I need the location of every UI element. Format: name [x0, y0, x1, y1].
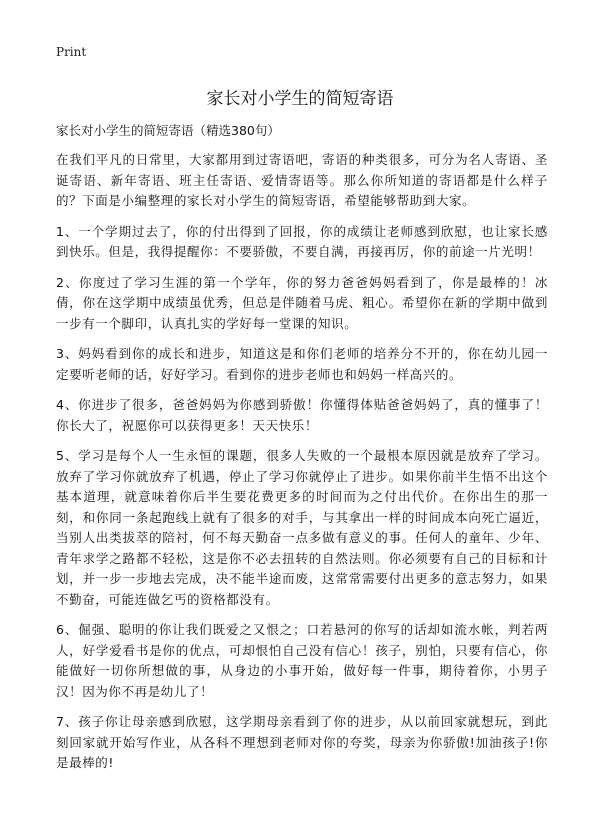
- document-body: [56, 150, 548, 784]
- document-subtitle: 家长对小学生的简短寄语（精选380句）: [56, 123, 280, 138]
- print-link[interactable]: Print: [56, 45, 87, 59]
- message-paragraph-4: 4、你进步了很多，爸爸妈妈为你感到骄傲！你懂得体贴爸爸妈妈了，真的懂事了！你长大了，祝愿你可以获得更多！天天快乐！: [56, 397, 548, 433]
- intro-paragraph: 在我们平凡的日常里，大家都用到过寄语吧，寄语的种类很多，可分为名人寄语、圣诞寄语、新年寄语、班主任寄语、爱情寄语等。那么你所知道的寄语都是什么样子的？下面是小编整理的家长对小学生的简短寄语，希望能够帮助到大家。: [56, 152, 548, 208]
- message-paragraph-3: 3、妈妈看到你的成长和进步，知道这是和你们老师的培养分不开的，你在幼儿园一定要听老师的话，好好学习。看到你的进步老师也和妈妈一样高兴的。: [56, 346, 548, 382]
- document-title: 家长对小学生的简短寄语: [206, 89, 394, 109]
- message-paragraph-5: 5、学习是每个人一生永恒的课题，很多人失败的一个最根本原因就是放弃了学习。放弃了学习你就放弃了机遇，停止了学习你就停止了进步。如果你前半生悟不出这个基本道理，就意味着你后半生要花费更多的时间而为之付出代价。在你出生的那一刻，和你同一条起跑线上就有了很多的对手，与其拿出一样的时间成本向死亡逼近，当别人出类拔萃的陪衬，何不每天勤奋一点多做有意义的事。任何人的童年、少年、青年求学之路都不轻松，这是你不必去扭转的自然法则。你必须要有自己的目标和计划，并一步一步地去完成，决不能半途而废，这常常需要付出更多的意志努力，如果不勤奋，可能连做乞丐的资格都没有。: [56, 448, 548, 607]
- message-paragraph-7: 7、孩子你让母亲感到欣慰，这学期母亲看到了你的进步，从以前回家就想玩，到此刻回家就开始写作业，从各科不理想到老师对你的夸奖，母亲为你骄傲!加油孩子!你是最棒的!: [56, 714, 548, 770]
- message-paragraph-2: 2、你度过了学习生涯的第一个学年，你的努力爸爸妈妈看到了，你是最棒的！冰倩，你在这学期中成绩虽优秀，但总是伴随着马虎、粗心。希望你在新的学期中做到一步有一个脚印，认真扎实的学好每一堂课的知识。: [56, 274, 548, 331]
- message-paragraph-1: 1、一个学期过去了，你的付出得到了回报，你的成绩让老师感到欣慰，也让家长感到快乐。但是，我得提醒你：不要骄傲，不要自满，再接再厉，你的前途一片光明！: [56, 223, 548, 259]
- message-paragraph-6: 6、倔强、聪明的你让我们既爱之又恨之；口若悬河的你写的话却如流水帐，判若两人，好学爱看书是你的优点，可却恨怕自己没有信心！孩子，别怕，只要有信心，你能做好一切你所想做的事，从身边的小事开始，做好每一件事，期待着你，小男子汉！因为你不再是幼儿了！: [56, 622, 548, 699]
